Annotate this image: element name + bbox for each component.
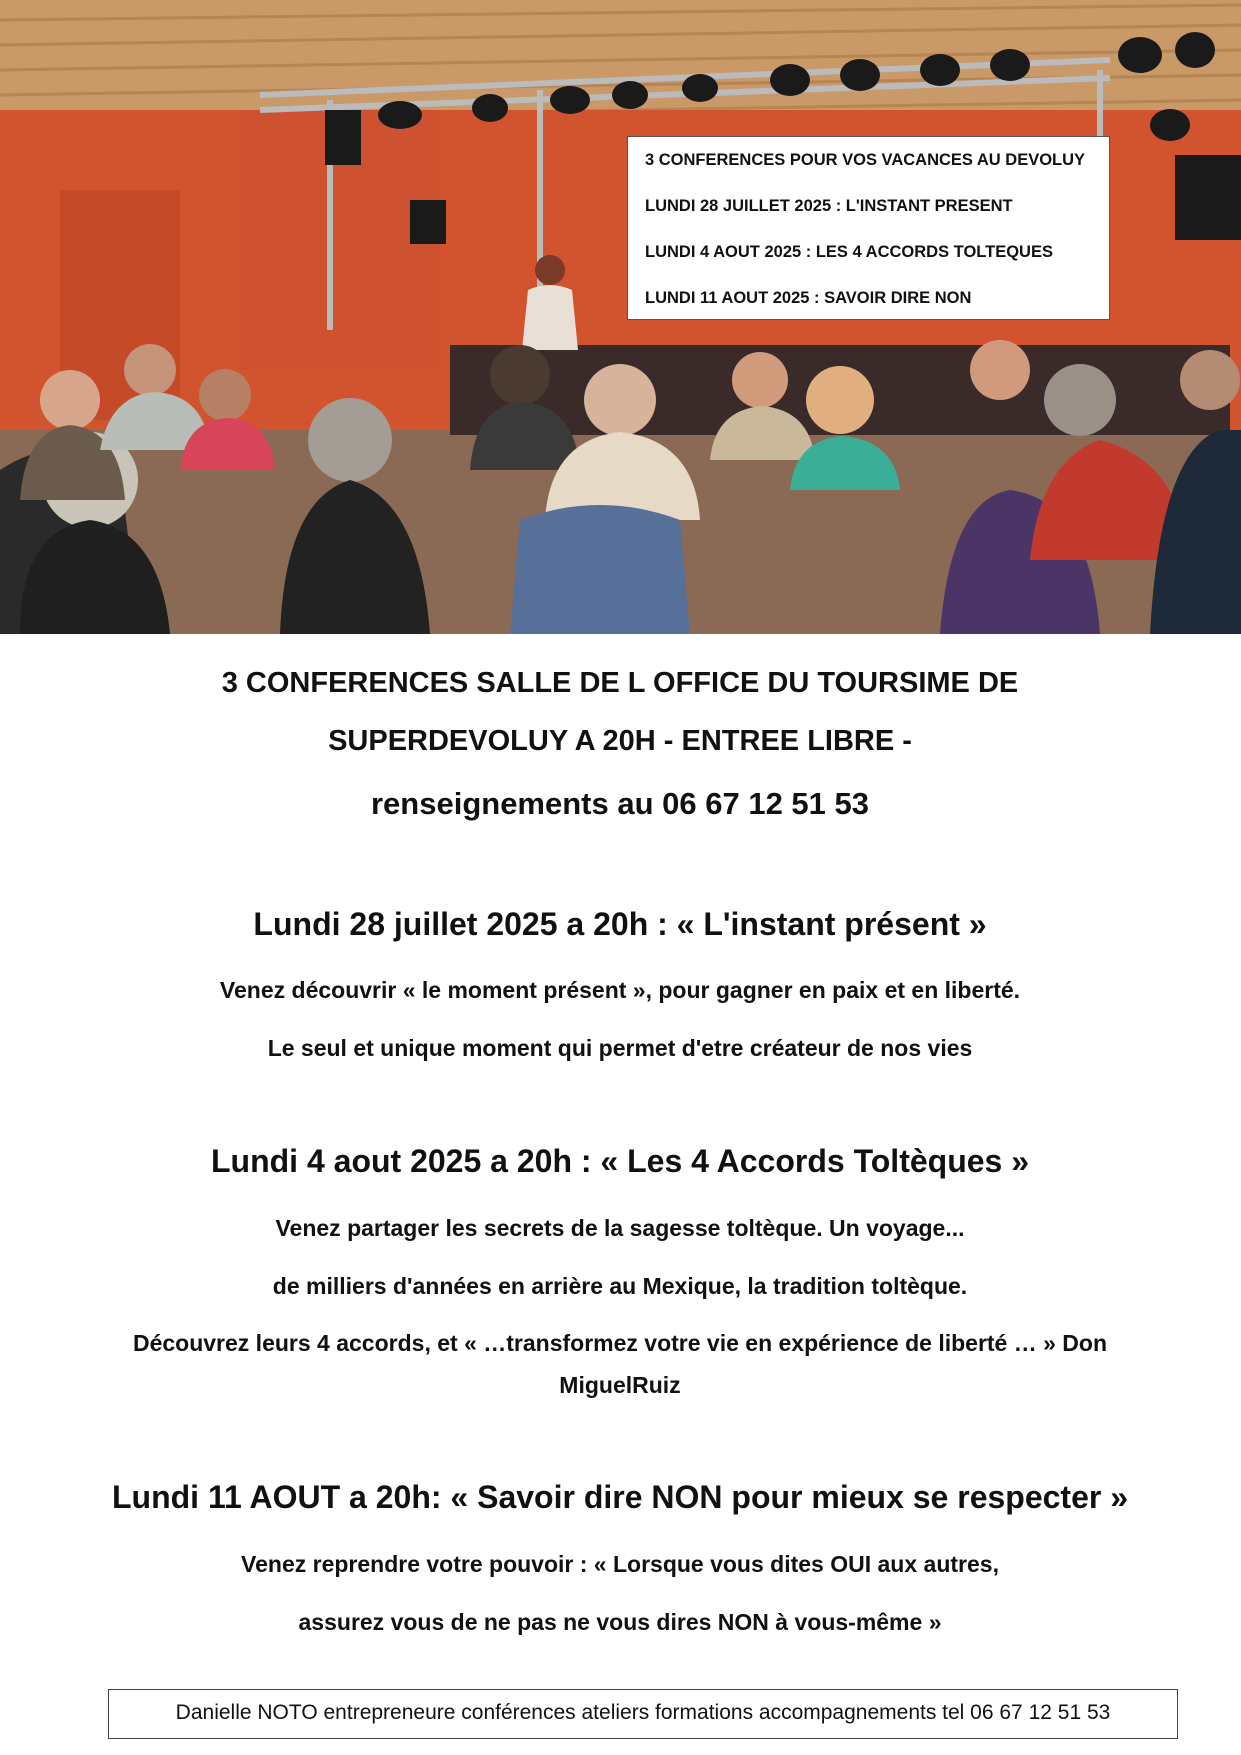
callout-line-3: LUNDI 11 AOUT 2025 : SAVOIR DIRE NON bbox=[645, 289, 972, 307]
conference-1-line-2: Le seul et unique moment qui permet d'etre créateur de nos vies bbox=[267, 1035, 973, 1061]
footer-contact-text: Danielle NOTO entrepreneure conférences ateliers formations accompagnements tel 06 67 12 51 53 bbox=[175, 1701, 1111, 1724]
intro-contact-info: renseignements au 06 67 12 51 53 bbox=[370, 786, 869, 821]
conference-1-line-1: Venez découvrir « le moment présent », pour gagner en paix et en liberté. bbox=[219, 977, 1021, 1003]
conference-2-line-4: MiguelRuiz bbox=[559, 1372, 681, 1398]
conference-3-line-1: Venez reprendre votre pouvoir : « Lorsque vous dites OUI aux autres, bbox=[241, 1551, 999, 1577]
conference-2-line-2: de milliers d'années en arrière au Mexique, la tradition toltèque. bbox=[272, 1273, 968, 1299]
callout-line-title: 3 CONFERENCES POUR VOS VACANCES AU DEVOLUY bbox=[645, 151, 1086, 169]
conference-2-title: Lundi 4 aout 2025 a 20h : « Les 4 Accords Toltèques » bbox=[210, 1143, 1030, 1179]
callout-line-1: LUNDI 28 JUILLET 2025 : L'INSTANT PRESENT bbox=[645, 197, 1013, 215]
conference-2-line-1: Venez partager les secrets de la sagesse toltèque. Un voyage... bbox=[275, 1215, 965, 1241]
conference-schedule-callout bbox=[627, 136, 1110, 320]
footer-contact-box bbox=[108, 1689, 1178, 1739]
intro-heading-line-1: 3 CONFERENCES SALLE DE L OFFICE DU TOURSIME DE bbox=[221, 667, 1019, 699]
callout-line-2: LUNDI 4 AOUT 2025 : LES 4 ACCORDS TOLTEQUES bbox=[645, 243, 1053, 261]
intro-heading-line-2: SUPERDEVOLUY A 20H - ENTREE LIBRE - bbox=[328, 725, 912, 757]
conference-2-line-3: Découvrez leurs 4 accords, et « …transformez votre vie en expérience de liberté … » Don bbox=[132, 1330, 1108, 1356]
conference-1-title: Lundi 28 juillet 2025 a 20h : « L'instant présent » bbox=[253, 906, 987, 942]
conference-3-line-2: assurez vous de ne pas ne vous dires NON à vous-même » bbox=[298, 1609, 942, 1635]
conference-3-title: Lundi 11 AOUT a 20h: « Savoir dire NON pour mieux se respecter » bbox=[111, 1479, 1129, 1515]
